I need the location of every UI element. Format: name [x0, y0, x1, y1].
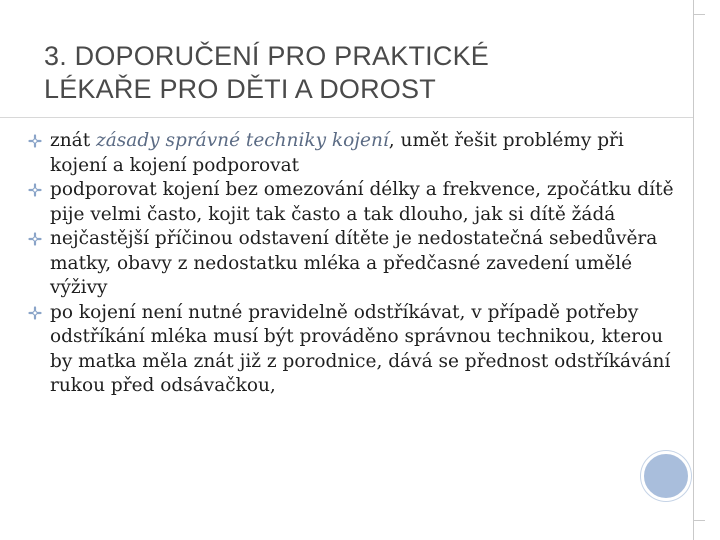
- bullet-emphasis: zásady správné techniky kojení: [96, 130, 389, 151]
- circle-decoration: [641, 451, 691, 501]
- bullet-list: [50, 129, 680, 399]
- title-divider: [0, 117, 693, 118]
- title-line-2: LÉKAŘE PRO DĚTI A DOROST: [44, 74, 436, 104]
- bullet-item: [50, 129, 680, 178]
- bullet-text: podporovat kojení bez omezování délky a frekvence, zpočátku dítě pije velmi často, kojit tak často a tak dlouho, jak si dítě žádá: [50, 179, 674, 225]
- title-line-1: 3. DOPORUČENÍ PRO PRAKTICKÉ: [44, 41, 489, 71]
- snowflake-bullet-icon: [28, 134, 42, 148]
- snowflake-bullet-icon: [28, 232, 42, 246]
- rule-tick-bottom: [693, 520, 705, 521]
- bullet-prefix: znát: [50, 130, 97, 151]
- snowflake-bullet-icon: [28, 306, 42, 320]
- right-vertical-rule: [693, 0, 694, 540]
- snowflake-bullet-icon: [28, 183, 42, 197]
- bullet-text: po kojení není nutné pravidelně odstříkávat, v případě potřeby odstříkání mléka musí být prováděno správnou technikou, kterou by matka měla znát již z porodnice, dává se přednost odstříkávání rukou před odsávačkou,: [50, 301, 671, 396]
- bullet-text: nejčastější příčinou odstavení dítěte je nedostatečná sebedůvěra matky, obavy z nedostatku mléka a předčasné zavedení umělé výživy: [50, 228, 658, 298]
- rule-tick-top: [693, 14, 705, 15]
- bullet-suffix: , umět řešit problémy při kojení a kojení podporovat: [50, 130, 624, 176]
- slide-title: [44, 40, 664, 106]
- bullet-text: [50, 129, 680, 178]
- bullet-item: [50, 227, 680, 301]
- bullet-item: [50, 178, 680, 227]
- bullet-item: [50, 301, 680, 399]
